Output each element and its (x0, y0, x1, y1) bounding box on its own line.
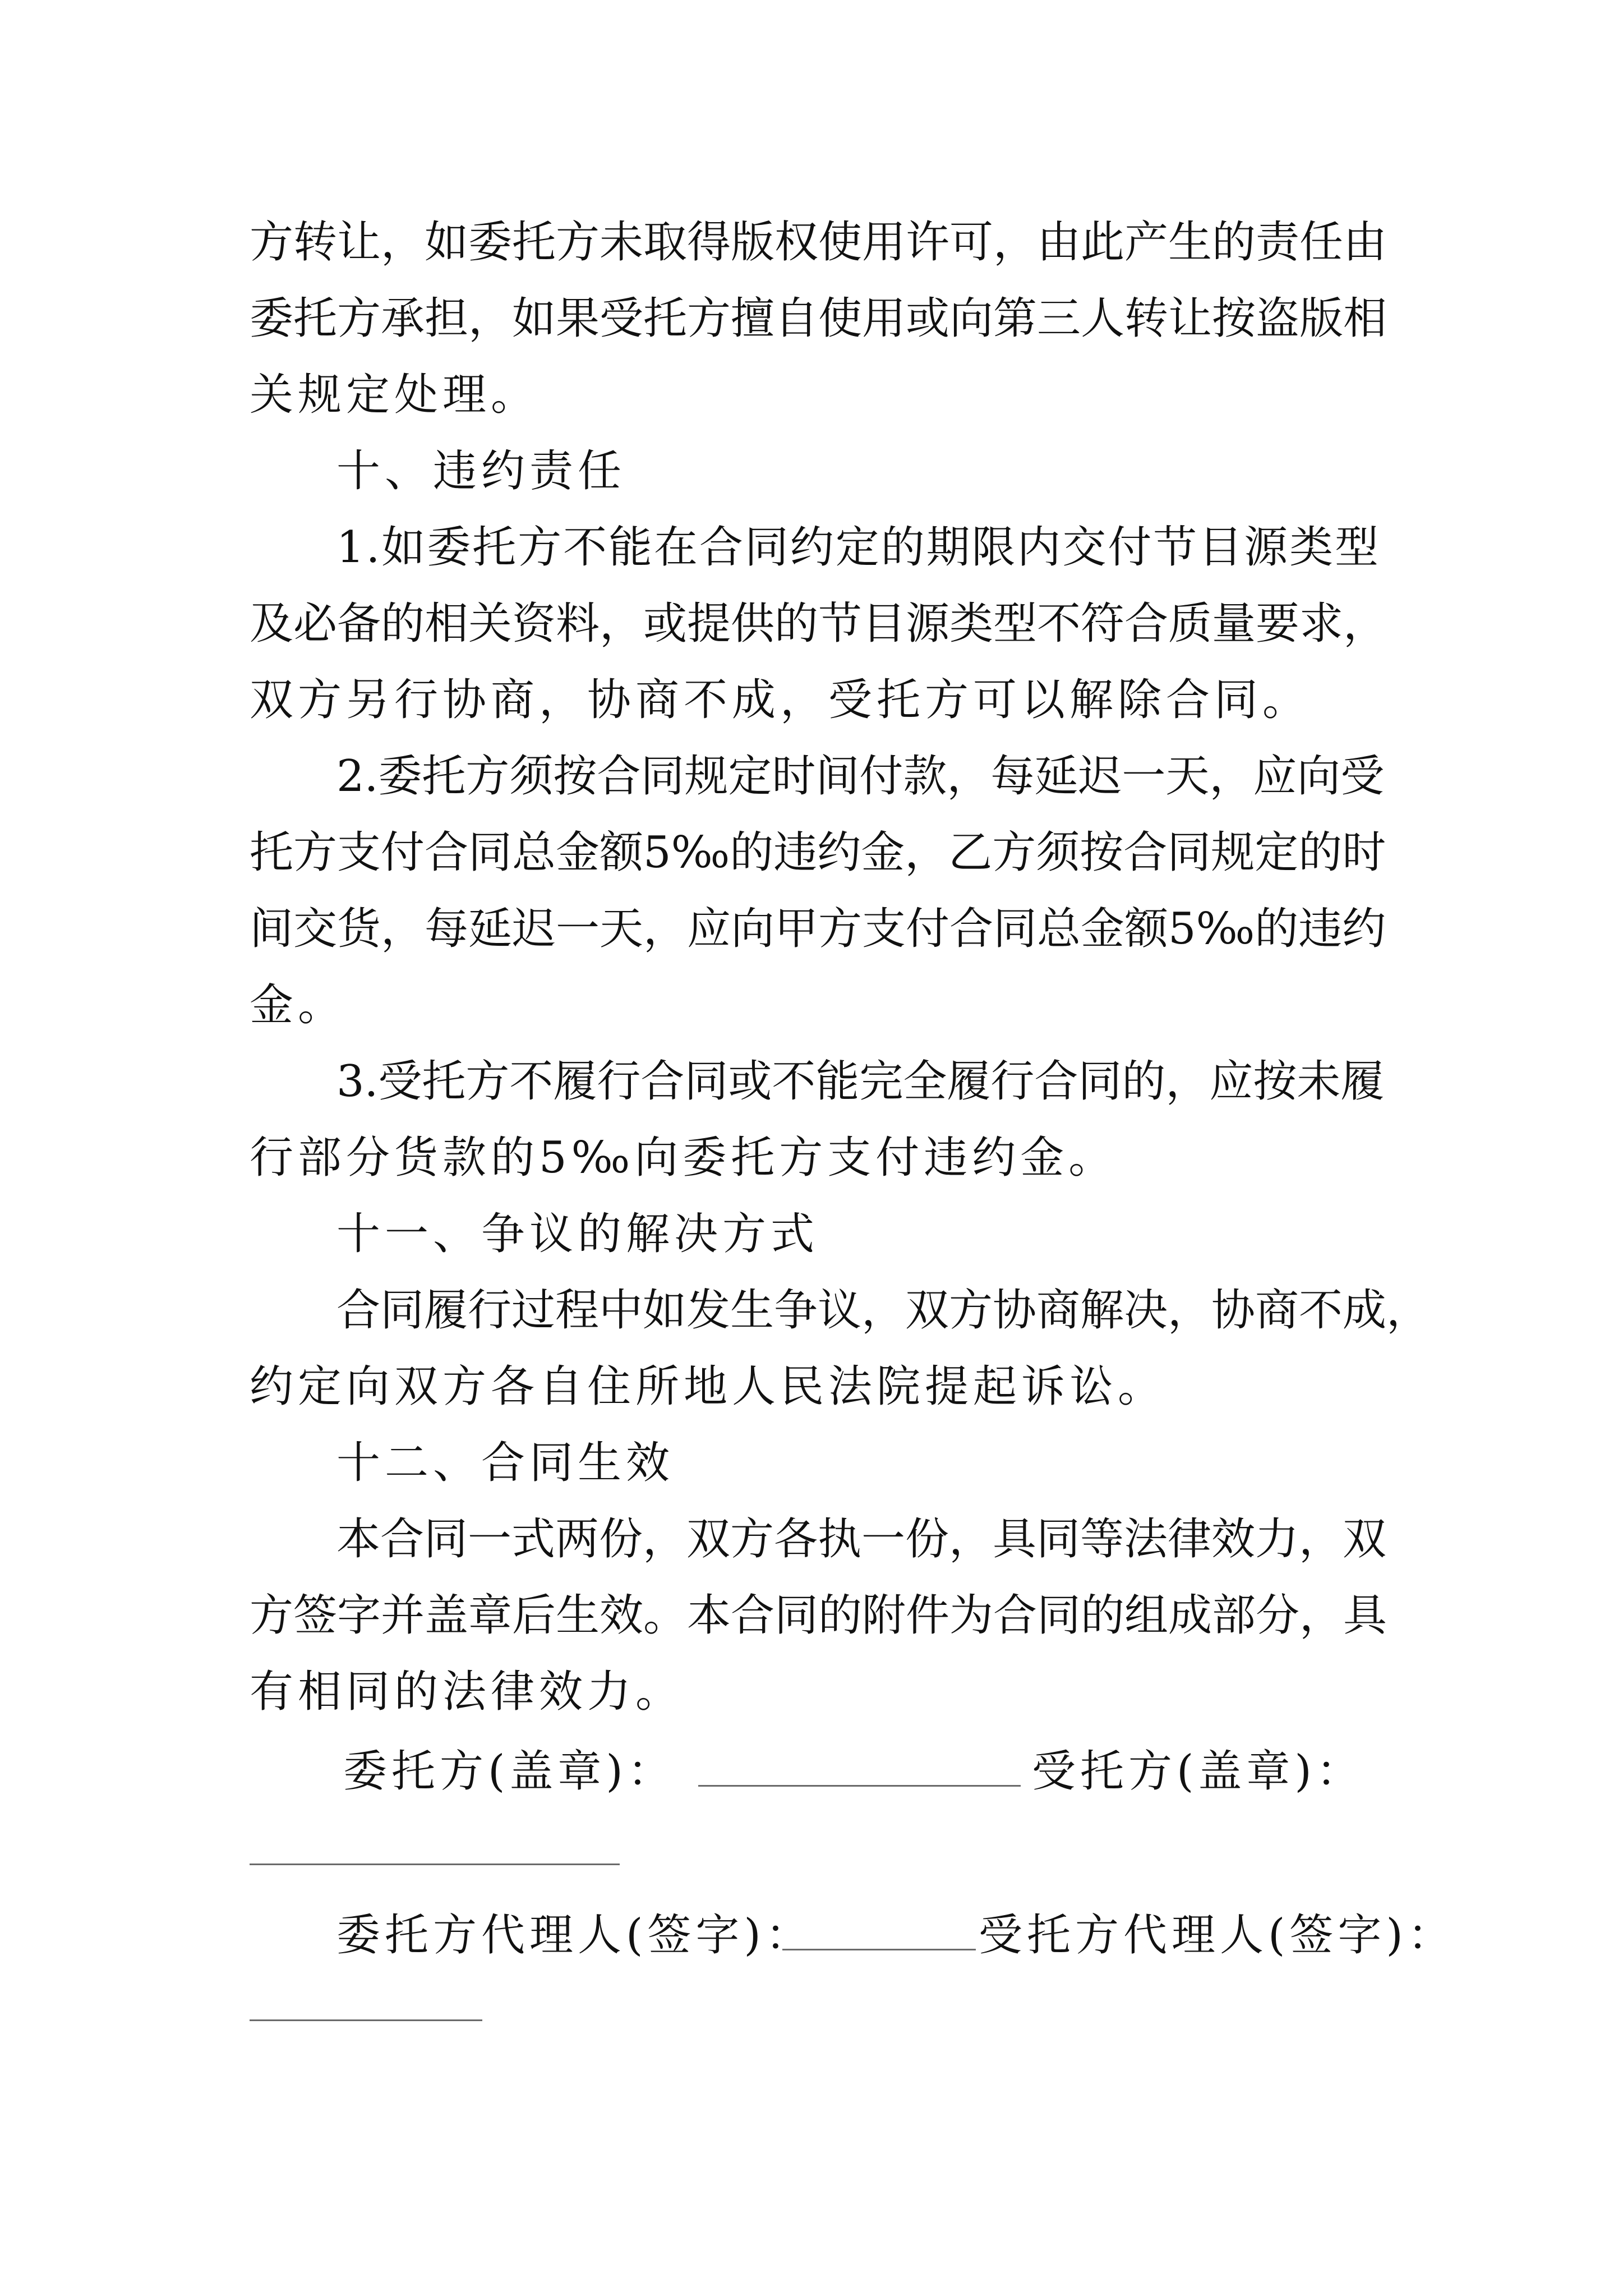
body-text-line: 委托方承担，如果受托方擅自使用或向第三人转让按盗版相 (250, 293, 1387, 344)
body-text-line: 约定向双方各自住所地人民法院提起诉讼。 (250, 1361, 1166, 1412)
client-agent-label: 委托方代理人(签字)： (336, 1910, 814, 1961)
body-text-line: 本合同一式两份，双方各执一份，具同等法律效力，双 (336, 1514, 1387, 1565)
body-text-line: 托方支付合同总金额5‰的违约金，乙方须按合同规定的时 (250, 827, 1386, 878)
body-text-line: 及必备的相关资料，或提供的节目源类型不符合质量要求， (250, 599, 1387, 649)
body-text-line: 方签字并盖章后生效。本合同的附件为合同的组成部分，具 (250, 1590, 1387, 1641)
section-heading-dispute: 十一、争议的解决方式 (336, 1209, 819, 1259)
body-text-line: 双方另行协商，协商不成，受托方可以解除合同。 (250, 675, 1311, 725)
body-text-line: 间交货，每延迟一天，应向甲方支付合同总金额5‰的违约 (250, 904, 1386, 954)
clause-item-3: 3.受托方不履行合同或不能完全履行合同的，应按未履 (336, 1056, 1385, 1107)
section-heading-effect: 十二、合同生效 (336, 1438, 675, 1488)
client-seal-blank[interactable] (698, 1785, 1021, 1787)
clause-item-1: 1.如委托方不能在合同约定的期限内交付节目源类型 (336, 522, 1380, 573)
trustee-seal-blank[interactable] (250, 1864, 620, 1865)
body-text-line: 关规定处理。 (250, 370, 540, 420)
client-seal-label: 委托方(盖章)： (343, 1746, 676, 1797)
body-text-line: 金。 (250, 980, 347, 1030)
body-text-line: 方转让，如委托方未取得版权使用许可，由此产生的责任由 (250, 217, 1387, 268)
trustee-agent-blank[interactable] (250, 2019, 482, 2021)
trustee-seal-label: 受托方(盖章)： (1032, 1746, 1364, 1797)
body-text-line: 合同履行过程中如发生争议，双方协商解决，协商不成， (336, 1285, 1431, 1336)
clause-item-2: 2.委托方须按合同规定时间付款，每延迟一天，应向受 (336, 751, 1385, 802)
body-text-line: 有相同的法律效力。 (250, 1667, 684, 1717)
trustee-agent-label: 受托方代理人(签字)： (979, 1910, 1456, 1961)
body-text-line: 行部分货款的5‰向委托方支付违约金。 (250, 1133, 1117, 1183)
client-agent-blank[interactable] (782, 1949, 976, 1950)
section-heading-breach: 十、违约责任 (336, 446, 626, 496)
